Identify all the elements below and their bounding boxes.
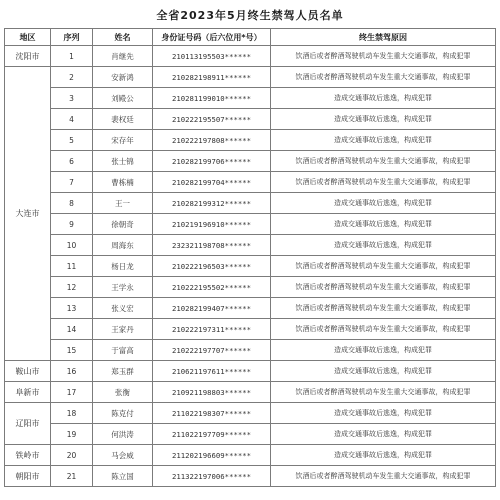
name-cell: 何洪涛 <box>93 424 153 445</box>
reason-cell: 饮酒后或者醉酒驾驶机动车发生重大交通事故，构成犯罪 <box>271 466 496 487</box>
id-cell: 232321198708****** <box>153 235 271 256</box>
reason-cell: 饮酒后或者醉酒驾驶机动车发生重大交通事故，构成犯罪 <box>271 277 496 298</box>
seq-cell: 16 <box>51 361 93 382</box>
reason-cell: 饮酒后或者醉酒驾驶机动车发生重大交通事故，构成犯罪 <box>271 172 496 193</box>
region-cell-tieling: 铁岭市 <box>5 445 51 466</box>
region-cell-fuxin: 阜新市 <box>5 382 51 403</box>
seq-cell: 1 <box>51 46 93 67</box>
table-row <box>5 361 496 382</box>
reason-cell: 饮酒后或者醉酒驾驶机动车发生重大交通事故，构成犯罪 <box>271 46 496 67</box>
id-cell: 210222196503****** <box>153 256 271 277</box>
id-cell: 210222195507****** <box>153 109 271 130</box>
name-cell: 曹栋楠 <box>93 172 153 193</box>
id-cell: 211022197709****** <box>153 424 271 445</box>
reason-cell: 造成交通事故后逃逸，构成犯罪 <box>271 424 496 445</box>
reason-cell: 造成交通事故后逃逸，构成犯罪 <box>271 214 496 235</box>
id-cell: 210921198803****** <box>153 382 271 403</box>
region-cell-anshan: 鞍山市 <box>5 361 51 382</box>
reason-cell: 造成交通事故后逃逸，构成犯罪 <box>271 445 496 466</box>
id-cell: 210282199407****** <box>153 298 271 319</box>
table-row <box>5 151 496 172</box>
table-row <box>5 46 496 67</box>
header-region: 地区 <box>5 29 51 46</box>
reason-cell: 饮酒后或者醉酒驾驶机动车发生重大交通事故，构成犯罪 <box>271 151 496 172</box>
header-name: 姓名 <box>93 29 153 46</box>
id-cell: 210222197707****** <box>153 340 271 361</box>
header-reason: 终生禁驾原因 <box>271 29 496 46</box>
id-cell: 211022198307****** <box>153 403 271 424</box>
region-cell-chaoyang: 朝阳市 <box>5 466 51 487</box>
seq-cell: 3 <box>51 88 93 109</box>
id-cell: 210621197611****** <box>153 361 271 382</box>
seq-cell: 12 <box>51 277 93 298</box>
seq-cell: 19 <box>51 424 93 445</box>
reason-cell: 造成交通事故后逃逸，构成犯罪 <box>271 403 496 424</box>
reason-cell: 造成交通事故后逃逸，构成犯罪 <box>271 361 496 382</box>
reason-cell: 造成交通事故后逃逸，构成犯罪 <box>271 235 496 256</box>
header-seq: 序列 <box>51 29 93 46</box>
name-cell: 王家丹 <box>93 319 153 340</box>
region-cell-liaoyang: 辽阳市 <box>5 403 51 445</box>
banned-drivers-table <box>4 28 496 487</box>
name-cell: 徐朝奇 <box>93 214 153 235</box>
seq-cell: 6 <box>51 151 93 172</box>
name-cell: 陈立国 <box>93 466 153 487</box>
name-cell: 张衡 <box>93 382 153 403</box>
seq-cell: 18 <box>51 403 93 424</box>
table-row <box>5 277 496 298</box>
id-cell: 210281199010****** <box>153 88 271 109</box>
id-cell: 211202196609****** <box>153 445 271 466</box>
seq-cell: 8 <box>51 193 93 214</box>
name-cell: 刘殿公 <box>93 88 153 109</box>
table-row <box>5 235 496 256</box>
table-header-row <box>5 29 496 46</box>
seq-cell: 14 <box>51 319 93 340</box>
name-cell: 王一 <box>93 193 153 214</box>
name-cell: 宋存年 <box>93 130 153 151</box>
id-cell: 210219196910****** <box>153 214 271 235</box>
region-cell-shenyang: 沈阳市 <box>5 46 51 67</box>
seq-cell: 11 <box>51 256 93 277</box>
table-row <box>5 88 496 109</box>
seq-cell: 4 <box>51 109 93 130</box>
reason-cell: 造成交通事故后逃逸，构成犯罪 <box>271 340 496 361</box>
name-cell: 裴权廷 <box>93 109 153 130</box>
reason-cell: 造成交通事故后逃逸，构成犯罪 <box>271 193 496 214</box>
id-cell: 210222197808****** <box>153 130 271 151</box>
header-id: 身份证号码（后六位用*号） <box>153 29 271 46</box>
table-row <box>5 193 496 214</box>
reason-cell: 饮酒后或者醉酒驾驶机动车发生重大交通事故，构成犯罪 <box>271 298 496 319</box>
table-row <box>5 130 496 151</box>
table-row <box>5 67 496 88</box>
reason-cell: 饮酒后或者醉酒驾驶机动车发生重大交通事故，构成犯罪 <box>271 256 496 277</box>
seq-cell: 5 <box>51 130 93 151</box>
id-cell: 210222197311****** <box>153 319 271 340</box>
table-row <box>5 466 496 487</box>
name-cell: 杨日龙 <box>93 256 153 277</box>
name-cell: 安新鸿 <box>93 67 153 88</box>
reason-cell: 造成交通事故后逃逸，构成犯罪 <box>271 109 496 130</box>
table-row <box>5 445 496 466</box>
name-cell: 周海东 <box>93 235 153 256</box>
id-cell: 211322197006****** <box>153 466 271 487</box>
seq-cell: 10 <box>51 235 93 256</box>
name-cell: 王学永 <box>93 277 153 298</box>
reason-cell: 饮酒后或者醉酒驾驶机动车发生重大交通事故，构成犯罪 <box>271 319 496 340</box>
seq-cell: 13 <box>51 298 93 319</box>
name-cell: 郑玉群 <box>93 361 153 382</box>
reason-cell: 造成交通事故后逃逸，构成犯罪 <box>271 130 496 151</box>
table-row <box>5 298 496 319</box>
id-cell: 210222195502****** <box>153 277 271 298</box>
seq-cell: 2 <box>51 67 93 88</box>
table-row <box>5 214 496 235</box>
table-row <box>5 382 496 403</box>
table-row <box>5 109 496 130</box>
reason-cell: 饮酒后或者醉酒驾驶机动车发生重大交通事故，构成犯罪 <box>271 67 496 88</box>
seq-cell: 17 <box>51 382 93 403</box>
document-title: 全省2023年5月终生禁驾人员名单 <box>156 9 344 22</box>
seq-cell: 21 <box>51 466 93 487</box>
seq-cell: 20 <box>51 445 93 466</box>
name-cell: 张义宏 <box>93 298 153 319</box>
seq-cell: 15 <box>51 340 93 361</box>
seq-cell: 9 <box>51 214 93 235</box>
id-cell: 210282199312****** <box>153 193 271 214</box>
table-row <box>5 172 496 193</box>
id-cell: 210282199706****** <box>153 151 271 172</box>
name-cell: 陈克付 <box>93 403 153 424</box>
table-row <box>5 424 496 445</box>
region-cell-dalian: 大连市 <box>5 67 51 361</box>
name-cell: 肖继先 <box>93 46 153 67</box>
id-cell: 210282199704****** <box>153 172 271 193</box>
id-cell: 210282198911****** <box>153 67 271 88</box>
name-cell: 于富高 <box>93 340 153 361</box>
name-cell: 马会威 <box>93 445 153 466</box>
table-row <box>5 319 496 340</box>
seq-cell: 7 <box>51 172 93 193</box>
reason-cell: 造成交通事故后逃逸，构成犯罪 <box>271 88 496 109</box>
table-row <box>5 403 496 424</box>
table-row <box>5 340 496 361</box>
id-cell: 210113195503****** <box>153 46 271 67</box>
table-row <box>5 256 496 277</box>
name-cell: 张士锦 <box>93 151 153 172</box>
reason-cell: 饮酒后或者醉酒驾驶机动车发生重大交通事故，构成犯罪 <box>271 382 496 403</box>
